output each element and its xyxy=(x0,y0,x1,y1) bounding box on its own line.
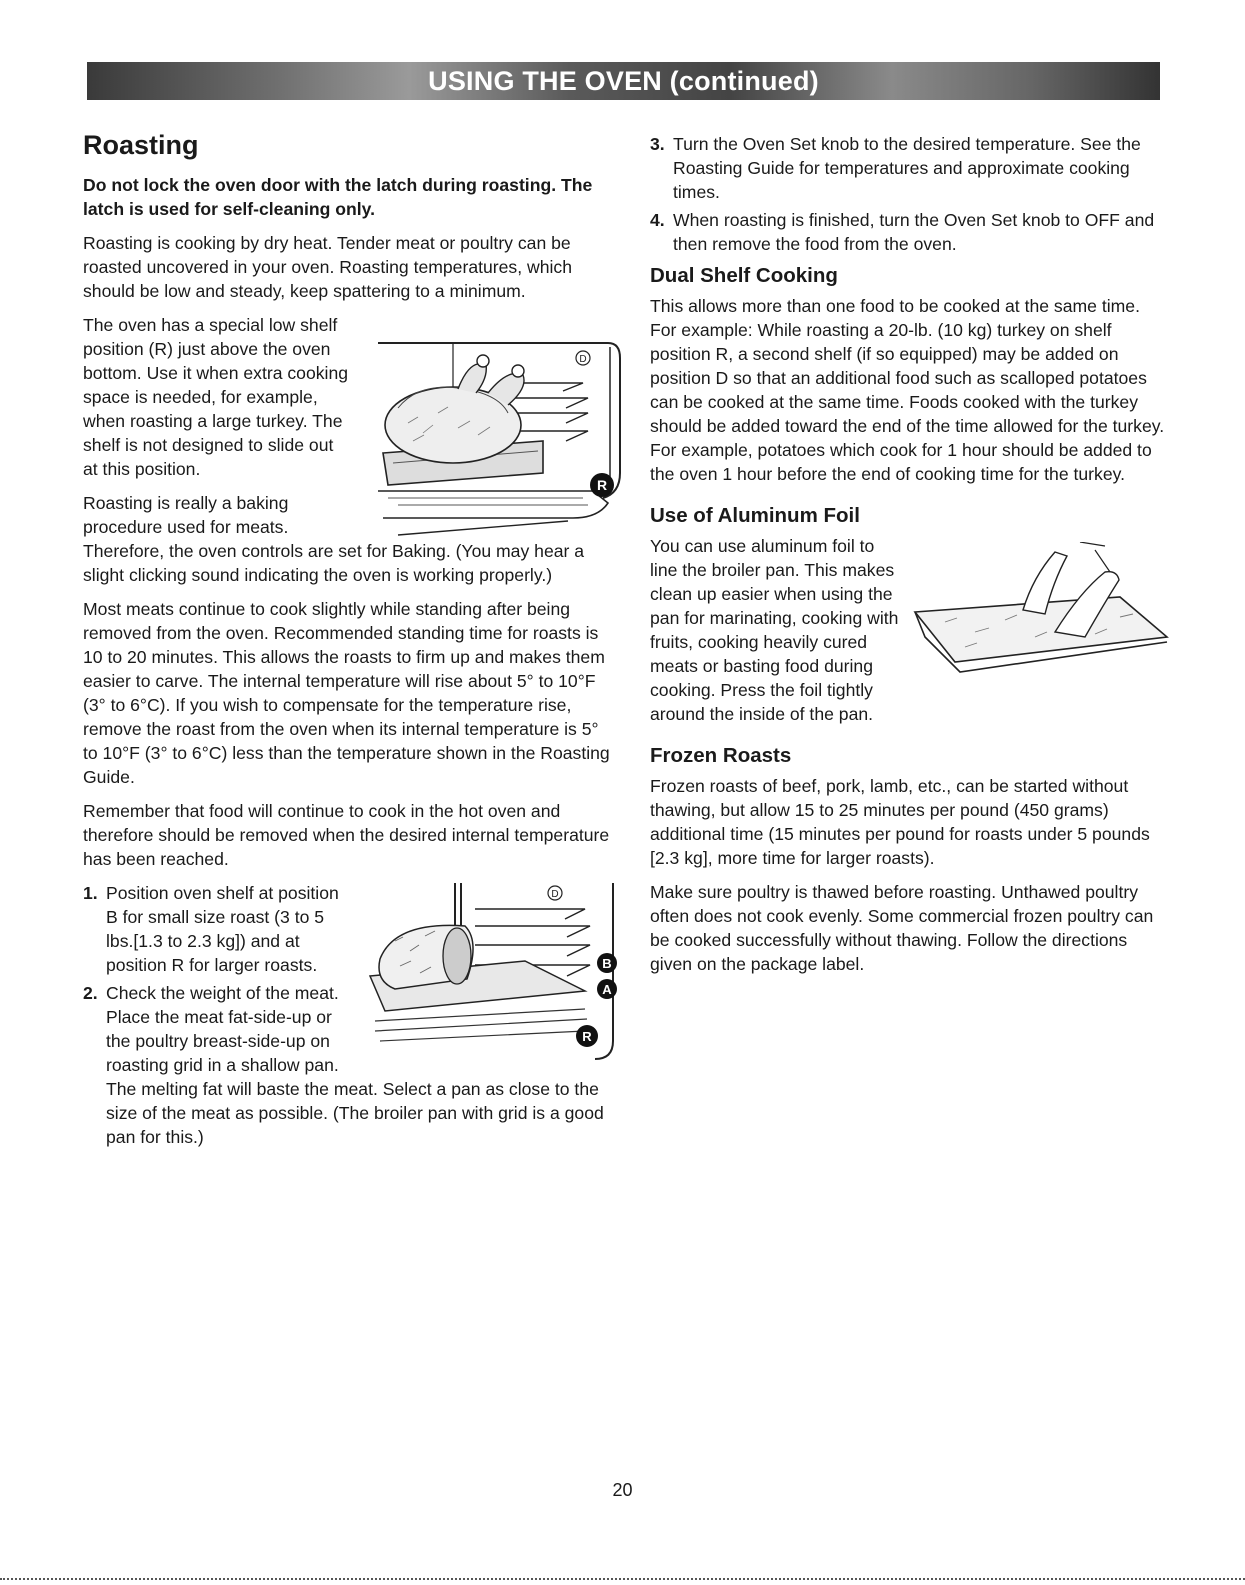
list-item xyxy=(83,981,613,1149)
frozen-roasts-paragraph: Frozen roasts of beef, pork, lamb, etc., can be started without thawing, but allow 15 to 25 minutes per pound (450 grams) additional time (15 minutes per pound for roasts under 5 pounds [2.3 kg], more time for larger roasts). xyxy=(650,776,1150,868)
step-text: Turn the Oven Set knob to the desired temperature. See the Roasting Guide for temperatures and approximate cooking times. xyxy=(673,134,1141,202)
right-column xyxy=(650,132,1165,986)
poultry-thaw-paragraph: Make sure poultry is thawed before roasting. Unthawed poultry often does not cook evenly. Some commercial frozen poultry can be cooked successfully without thawing. Follow the directions given on the package label. xyxy=(650,882,1154,974)
bottom-rule xyxy=(0,1578,1245,1580)
dual-shelf-heading: Dual Shelf Cooking xyxy=(650,264,838,287)
shelf-r-label-2: R xyxy=(582,1029,592,1044)
step-number: 2. xyxy=(83,983,98,1003)
turkey-oven-illustration xyxy=(358,313,623,538)
section-title: USING THE OVEN (continued) xyxy=(428,65,819,96)
roasting-steps-left xyxy=(83,881,613,1149)
list-item xyxy=(83,881,613,977)
frozen-roasts-heading: Frozen Roasts xyxy=(650,744,792,767)
step-number: 4. xyxy=(650,210,665,230)
remove-reminder-paragraph: Remember that food will continue to cook in the hot oven and therefore should be removed when the desired internal temperature has been reached. xyxy=(83,801,610,869)
latch-warning: Do not lock the oven door with the latch during roasting. The latch is used for self-cleaning only. xyxy=(83,175,593,219)
step-number: 1. xyxy=(83,883,98,903)
left-column xyxy=(83,130,613,1153)
dual-shelf-paragraph: This allows more than one food to be cooked at the same time. For example: While roasting a 20-lb. (10 kg) turkey on shelf position R, a second shelf (if so equipped) may be added on position D so that an additional food such as scalloped potatoes can be cooked at the same time. Foods cooked with the turkey should be added toward the end of the time allowed for the turkey. For example, potatoes which cook for 1 hour should be added to the oven 1 hour before the end of cooking time for the turkey. xyxy=(650,296,1165,484)
step-number: 3. xyxy=(650,134,665,154)
shelf-d-label-2: D xyxy=(551,889,559,900)
list-item xyxy=(650,208,1165,256)
step-text: When roasting is finished, turn the Oven Set knob to OFF and then remove the food from the oven. xyxy=(673,210,1155,254)
baking-procedure-paragraph: Roasting is really a baking procedure used for meats. Therefore, the oven controls are set for Baking. (You may hear a slight clicking sound indicating the oven is working properly.) xyxy=(83,493,585,585)
shelf-d-label: D xyxy=(579,354,587,365)
aluminum-foil-paragraph: You can use aluminum foil to line the broiler pan. This makes clean up easier when using the pan for marinating, cooking with fruits, cooking heavily cured meats or basting food during cooking. Press the foil tightly around the inside of the pan. xyxy=(650,536,899,724)
roasting-heading: Roasting xyxy=(83,130,199,160)
low-shelf-paragraph: The oven has a special low shelf position (R) just above the oven bottom. Use it when extra cooking space is needed, for example, when roasting a large turkey. The shelf is not designed to slide out at this position. xyxy=(83,315,349,479)
shelf-b-label: B xyxy=(602,956,612,971)
aluminum-foil-heading: Use of Aluminum Foil xyxy=(650,504,860,527)
step-text: Check the weight of the meat. Place the meat fat-side-up or the poultry breast-side-up on roasting grid in a shallow pan. The melting fat will baste the meat. Select a pan as close to the size of the meat as possible. (The broiler pan with grid is a good pan for this.) xyxy=(106,983,604,1147)
section-banner xyxy=(87,62,1160,100)
step-text: Position oven shelf at position B for small size roast (3 to 5 lbs.[1.3 to 2.3 kg]) and at position R for larger roasts. xyxy=(106,883,339,975)
foil-pan-illustration xyxy=(905,542,1175,692)
list-item xyxy=(650,132,1165,204)
roasting-steps-right xyxy=(650,132,1165,256)
standing-time-paragraph: Most meats continue to cook slightly while standing after being removed from the oven. Recommended standing time for roasts is 10 to 20 minutes. This allows the roasts to firm up and makes them easier to carve. The internal temperature will rise about 5° to 10°F (3° to 6°C). If you wish to compensate for the temperature rise, remove the roast from the oven when its internal temperature is 5° to 10°F (3° to 6°C) less than the temperature shown in the Roasting Guide. xyxy=(83,599,610,787)
shelf-a-label: A xyxy=(602,982,612,997)
roasting-intro: Roasting is cooking by dry heat. Tender meat or poultry can be roasted uncovered in your oven. Roasting temperatures, which should be low and steady, keep spattering to a minimum. xyxy=(83,233,572,301)
shelf-r-label: R xyxy=(596,477,608,493)
page-number: 20 xyxy=(612,1480,633,1500)
